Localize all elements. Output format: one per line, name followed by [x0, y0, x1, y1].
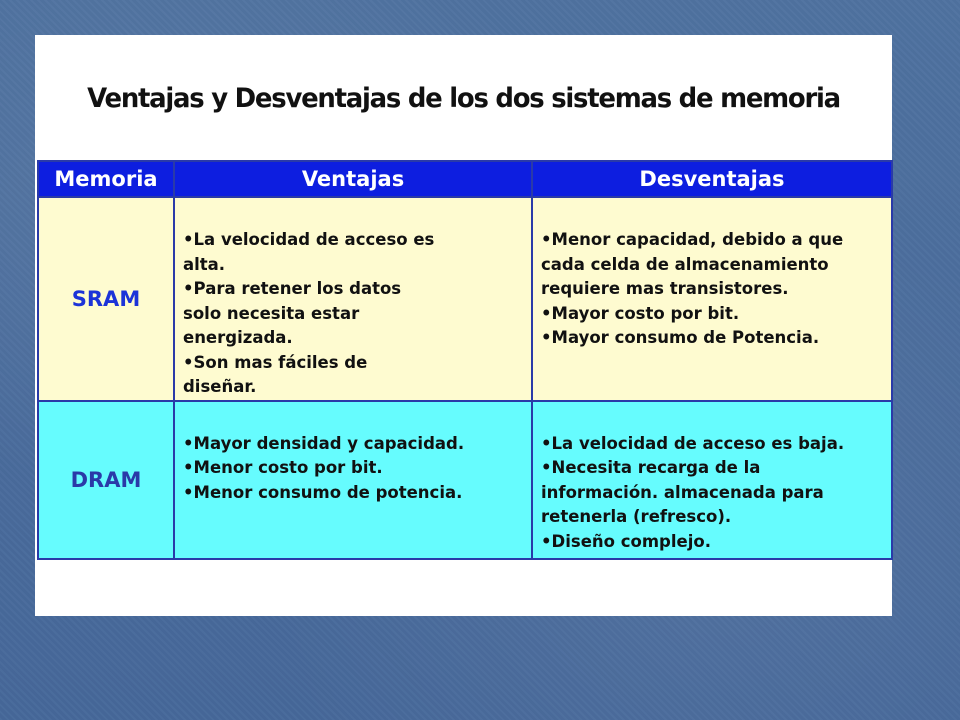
list-item: •Menor consumo de potencia.	[183, 482, 463, 502]
comparison-table	[37, 160, 893, 560]
table-row-sram	[38, 197, 892, 401]
list-item: •Menor capacidad, debido a que cada celda de almacenamiento requiere mas transistores.	[541, 230, 844, 298]
list-item: •Para retener los datos solo necesita estar energizada.	[183, 279, 402, 347]
header-memoria: Memoria	[38, 161, 174, 197]
slide-title: Ventajas y Desventajas de los dos sistemas de memoria	[87, 83, 840, 114]
list-item: •La velocidad de acceso es baja.	[541, 433, 845, 453]
list-item: •Mayor costo por bit.	[541, 303, 740, 323]
list-item: •Mayor densidad y capacidad.	[183, 433, 465, 453]
memory-name-dram: DRAM	[38, 401, 174, 559]
list-item: •Diseño complejo.	[541, 531, 711, 551]
header-row	[38, 161, 892, 197]
header-ventajas: Ventajas	[174, 161, 532, 197]
desventajas-cell-dram	[532, 401, 892, 559]
ventajas-cell-dram	[174, 401, 532, 559]
list-item: •Necesita recarga de la información. almacenada para retenerla (refresco).	[541, 458, 824, 526]
memory-name-sram: SRAM	[38, 197, 174, 401]
ventajas-cell-sram	[174, 197, 532, 401]
list-item: •Son mas fáciles de diseñar.	[183, 352, 368, 396]
desventajas-cell-sram	[532, 197, 892, 401]
slide-panel	[35, 35, 892, 616]
list-item: •Menor costo por bit.	[183, 458, 383, 477]
list-item: •La velocidad de acceso es alta.	[183, 230, 435, 274]
table-row-dram	[38, 401, 892, 559]
header-desventajas: Desventajas	[532, 161, 892, 197]
list-item: •Mayor consumo de Potencia.	[541, 328, 820, 347]
